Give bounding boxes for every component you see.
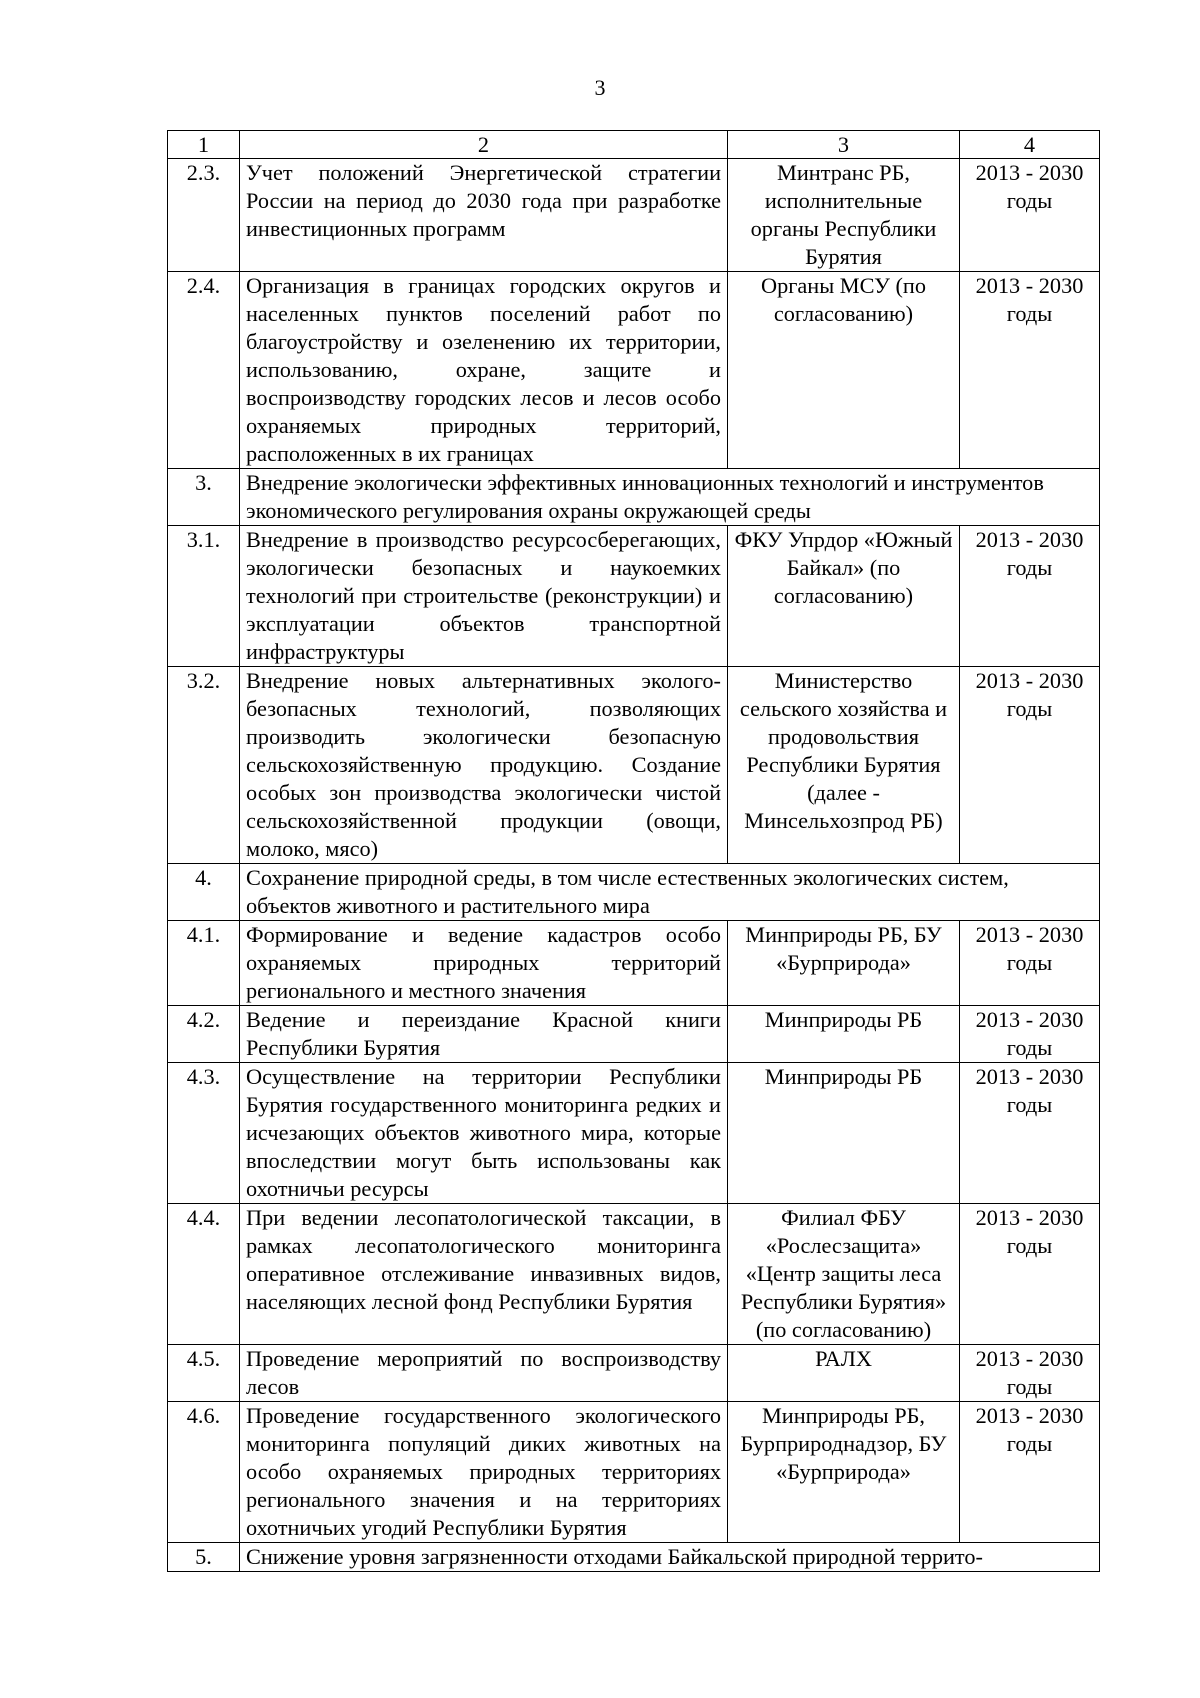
item-number: 3.2. [168, 667, 240, 864]
item-number: 4.6. [168, 1402, 240, 1543]
table-row [168, 1204, 1100, 1345]
item-number: 4.4. [168, 1204, 240, 1345]
item-number: 4.1. [168, 921, 240, 1006]
measure-text: Внедрение новых альтернативных эколого-безопасных технологий, позволяющих производить экологически безопасную сельскохозяйственную продукцию. Создание особых зон производства экологически чистой сельскохозяйственной продукции (овощи, молоко, мясо) [240, 667, 728, 864]
section-title: Внедрение экологически эффективных инновационных технологий и инструментов экономического регулирования охраны окружающей среды [240, 469, 1100, 526]
implementation-period: 2013 - 2030 годы [960, 159, 1100, 272]
item-number: 2.4. [168, 272, 240, 469]
measure-text: Внедрение в производство ресурсосберегающих, экологически безопасных и наукоемких технологий при строительстве (реконструкции) и эксплуатации объектов транспортной инфраструктуры [240, 526, 728, 667]
table-row [168, 526, 1100, 667]
section-title: Снижение уровня загрязненности отходами Байкальской природной террито- [240, 1543, 1100, 1572]
responsible-party: Минприроды РБ, БУ «Бурприрода» [728, 921, 960, 1006]
table-row [168, 1402, 1100, 1543]
implementation-period: 2013 - 2030 годы [960, 1345, 1100, 1402]
measure-text: Ведение и переиздание Красной книги Республики Бурятия [240, 1006, 728, 1063]
responsible-party: ФКУ Упрдор «Южный Байкал» (по согласованию) [728, 526, 960, 667]
implementation-period: 2013 - 2030 годы [960, 1063, 1100, 1204]
responsible-party: Минприроды РБ [728, 1063, 960, 1204]
item-number: 4.2. [168, 1006, 240, 1063]
item-number: 4.3. [168, 1063, 240, 1204]
responsible-party: Минприроды РБ [728, 1006, 960, 1063]
measures-table [167, 130, 1100, 1572]
measure-text: Проведение государственного экологического мониторинга популяций диких животных на особо охраняемых природных территориях регионального значения и на территориях охотничьих угодий Республики Бурятия [240, 1402, 728, 1543]
implementation-period: 2013 - 2030 годы [960, 1204, 1100, 1345]
table-row [168, 272, 1100, 469]
measure-text: Формирование и ведение кадастров особо охраняемых природных территорий регионального и местного значения [240, 921, 728, 1006]
measure-text: Учет положений Энергетической стратегии России на период до 2030 года при разработке инвестиционных программ [240, 159, 728, 272]
column-header-measure: 2 [240, 131, 728, 159]
section-row [168, 469, 1100, 526]
responsible-party: Органы МСУ (по согласованию) [728, 272, 960, 469]
responsible-party: Министерство сельского хозяйства и продовольствия Республики Бурятия (далее - Минсельхозпрод РБ) [728, 667, 960, 864]
item-number: 3.1. [168, 526, 240, 667]
table-row [168, 1345, 1100, 1402]
implementation-period: 2013 - 2030 годы [960, 272, 1100, 469]
implementation-period: 2013 - 2030 годы [960, 667, 1100, 864]
responsible-party: Филиал ФБУ «Рослесзащита» «Центр защиты леса Республики Бурятия» (по согласованию) [728, 1204, 960, 1345]
table-row [168, 921, 1100, 1006]
item-number: 2.3. [168, 159, 240, 272]
section-number: 3. [168, 469, 240, 526]
measure-text: Проведение мероприятий по воспроизводству лесов [240, 1345, 728, 1402]
table-row [168, 159, 1100, 272]
column-header-period: 4 [960, 131, 1100, 159]
table-row [168, 1006, 1100, 1063]
section-number: 4. [168, 864, 240, 921]
responsible-party: Минприроды РБ, Бурприроднадзор, БУ «Бурприрода» [728, 1402, 960, 1543]
item-number: 4.5. [168, 1345, 240, 1402]
implementation-period: 2013 - 2030 годы [960, 1006, 1100, 1063]
measure-text: При ведении лесопатологической таксации, в рамках лесопатологического мониторинга оперативное отслеживание инвазивных видов, населяющих лесной фонд Республики Бурятия [240, 1204, 728, 1345]
section-title: Сохранение природной среды, в том числе естественных экологических систем, объектов животного и растительного мира [240, 864, 1100, 921]
section-row [168, 864, 1100, 921]
responsible-party: Минтранс РБ, исполнительные органы Республики Бурятия [728, 159, 960, 272]
column-header-number: 1 [168, 131, 240, 159]
implementation-period: 2013 - 2030 годы [960, 526, 1100, 667]
measure-text: Осуществление на территории Республики Бурятия государственного мониторинга редких и исчезающих объектов животного мира, которые впоследствии могут быть использованы как охотничьи ресурсы [240, 1063, 728, 1204]
implementation-period: 2013 - 2030 годы [960, 921, 1100, 1006]
table-row [168, 1063, 1100, 1204]
responsible-party: РАЛХ [728, 1345, 960, 1402]
section-number: 5. [168, 1543, 240, 1572]
table-header-row [168, 131, 1100, 159]
page-number: 3 [594, 75, 606, 100]
section-row [168, 1543, 1100, 1572]
measure-text: Организация в границах городских округов и населенных пунктов поселений работ по благоустройству и озеленению их территории, использованию, охране, защите и воспроизводству городских лесов и лесов особо охраняемых природных территорий, расположенных в их границах [240, 272, 728, 469]
table-row [168, 667, 1100, 864]
implementation-period: 2013 - 2030 годы [960, 1402, 1100, 1543]
column-header-responsible: 3 [728, 131, 960, 159]
